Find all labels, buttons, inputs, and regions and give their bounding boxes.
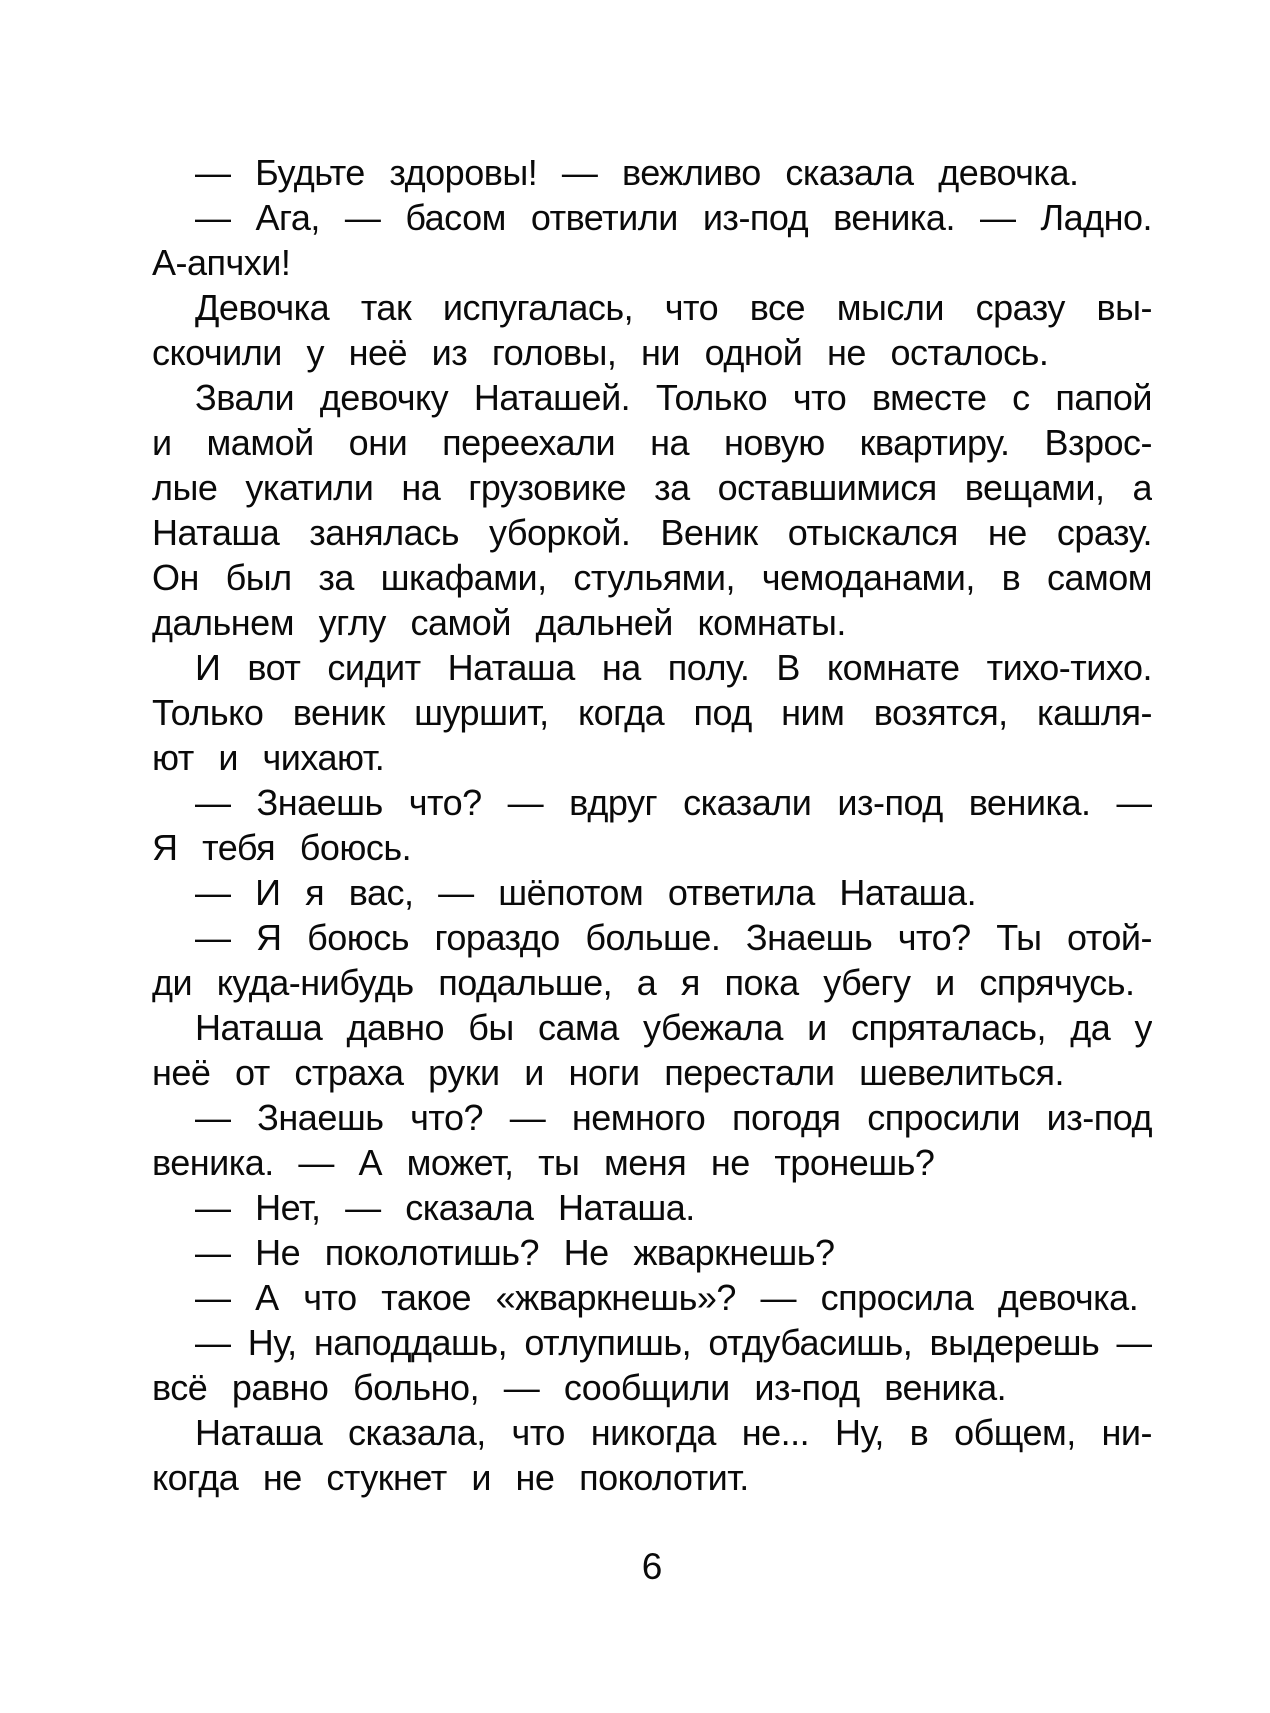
text-line: Наташа занялась уборкой. Веник отыскался не сразу.	[152, 512, 1152, 553]
text-line: Наташа сказала, что никогда не... Ну, в общем, ни-	[195, 1412, 1152, 1453]
text-line: Я тебя боюсь.	[152, 827, 412, 868]
text-line: скочили у неё из головы, ни одной не осталось.	[152, 332, 1049, 373]
text-line: Девочка так испугалась, что все мысли сразу вы-	[195, 287, 1152, 328]
text-line: — И я вас, — шёпотом ответила Наташа.	[195, 872, 977, 913]
text-line: веника. — А может, ты меня не тронешь?	[152, 1142, 935, 1183]
text-line: — Знаешь что? — вдруг сказали из-под веника. —	[195, 782, 1152, 823]
text-line: Звали девочку Наташей. Только что вместе с папой	[195, 377, 1152, 418]
text-line: Только веник шуршит, когда под ним возятся, кашля-	[152, 692, 1152, 733]
text-line: — Будьте здоровы! — вежливо сказала девочка.	[195, 152, 1079, 193]
text-line: — Я боюсь гораздо больше. Знаешь что? Ты отой-	[195, 917, 1152, 958]
text-line: И вот сидит Наташа на полу. В комнате тихо-тихо.	[195, 647, 1152, 688]
text-line: и мамой они переехали на новую квартиру. Взрос-	[152, 422, 1152, 463]
text-line: Он был за шкафами, стульями, чемоданами, в самом	[152, 557, 1152, 598]
text-line: когда не стукнет и не поколотит.	[152, 1457, 749, 1498]
text-block	[152, 150, 1152, 1500]
text-line: А-апчхи!	[152, 242, 291, 283]
text-line: лые укатили на грузовике за оставшимися вещами, а	[152, 467, 1152, 508]
text-line: — Нет, — сказала Наташа.	[195, 1187, 695, 1228]
text-line: — Ну, наподдашь, отлупишь, отдубасишь, выдерешь —	[195, 1322, 1152, 1363]
text-line: ди куда-нибудь подальше, а я пока убегу и спрячусь.	[152, 962, 1135, 1003]
page-number: 6	[641, 1546, 663, 1587]
text-line: — Ага, — басом ответили из-под веника. — Ладно.	[195, 197, 1152, 238]
text-line: неё от страха руки и ноги перестали шевелиться.	[152, 1052, 1064, 1093]
text-line: дальнем углу самой дальней комнаты.	[152, 602, 846, 643]
text-line: — Не поколотишь? Не жваркнешь?	[195, 1232, 835, 1273]
text-line: ют и чихают.	[152, 737, 385, 778]
text-line: — Знаешь что? — немного погодя спросили из-под	[195, 1097, 1152, 1138]
text-line: всё равно больно, — сообщили из-под веника.	[152, 1367, 1007, 1408]
text-line: Наташа давно бы сама убежала и спряталась, да у	[195, 1007, 1152, 1048]
text-line: — А что такое «жваркнешь»? — спросила девочка.	[195, 1277, 1139, 1318]
